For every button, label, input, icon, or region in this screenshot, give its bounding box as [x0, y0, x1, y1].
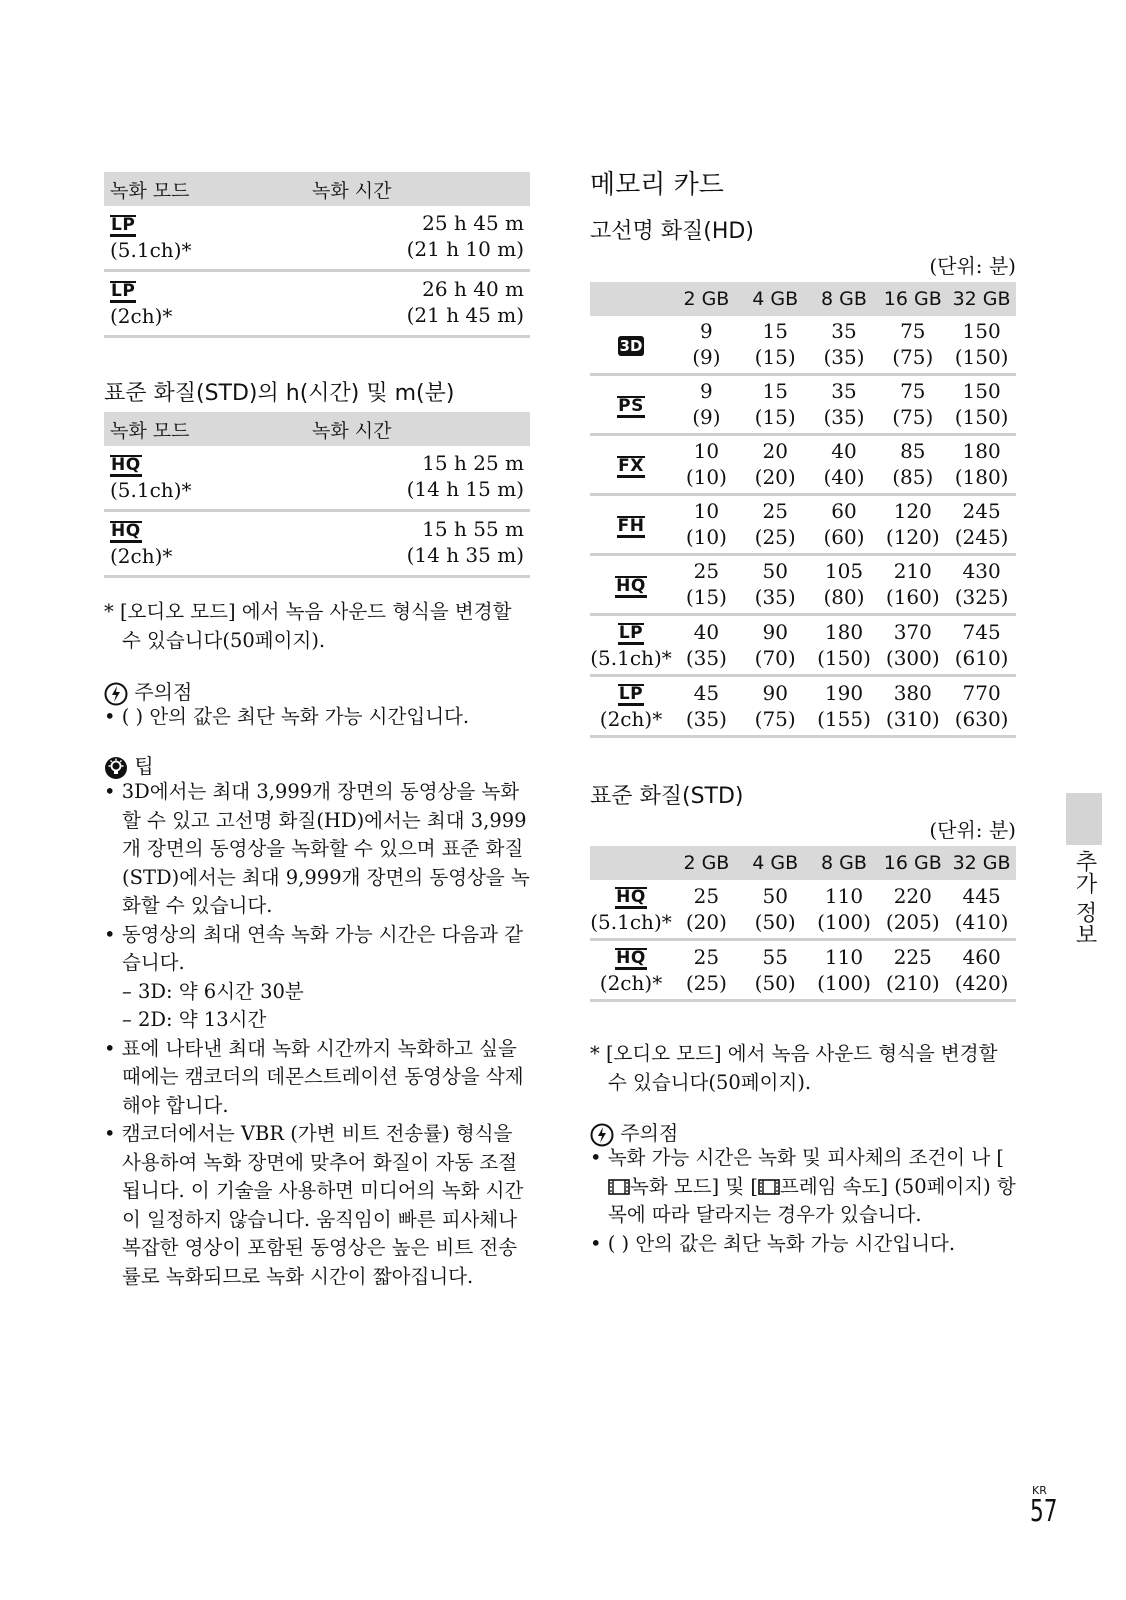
table-row — [590, 316, 1016, 375]
lp-mode-icon: LP — [618, 623, 644, 643]
min-recording-minutes: (10) — [685, 525, 727, 549]
caution-heading — [104, 676, 192, 706]
table-cell — [672, 940, 741, 1001]
hq-mode-icon: HQ — [616, 948, 646, 968]
audio-note: (5.1ch)* — [110, 238, 192, 262]
recording-minutes: 180 — [962, 439, 1001, 463]
table-cell — [741, 555, 810, 615]
audio-note: (5.1ch)* — [590, 910, 672, 934]
min-recording-minutes: (150) — [817, 645, 871, 670]
audio-note: (2ch)* — [599, 707, 663, 731]
table-cell — [810, 615, 879, 676]
table-cell — [672, 375, 741, 435]
table-header-capacity: 4 GB — [741, 282, 810, 316]
recording-minutes: 90 — [762, 680, 788, 705]
list-item: • ( ) 안의 값은 최단 녹화 가능 시간입니다. — [590, 1231, 956, 1255]
table-row — [104, 511, 530, 577]
min-recording-minutes: (35) — [823, 345, 865, 369]
min-recording-minutes: (15) — [754, 405, 796, 429]
unit-label: (단위: 분) — [929, 254, 1016, 278]
table-cell — [741, 316, 810, 375]
min-recording-minutes: (150) — [954, 345, 1009, 369]
side-tab-marker — [1066, 793, 1102, 845]
list-item: • 표에 나타낸 최대 녹화 시간까지 녹화하고 싶을 때에는 캠코더의 데몬스트레이션 동영상을 삭제해야 합니다. — [104, 1036, 524, 1117]
recording-minutes: 220 — [893, 883, 932, 908]
table-row — [590, 375, 1016, 435]
table-cell — [741, 375, 810, 435]
audio-note: (2ch)* — [599, 971, 663, 995]
table-cell — [672, 495, 741, 555]
table-header-blank — [590, 282, 672, 316]
ps-mode-icon: PS — [618, 395, 644, 416]
recording-minutes: 40 — [693, 619, 720, 644]
min-recording-minutes: (25) — [754, 525, 796, 549]
table-header-blank — [590, 846, 672, 880]
recording-minutes: 245 — [962, 499, 1001, 523]
list-subitem: – 3D: 약 6시간 30분 — [122, 979, 304, 1003]
min-recording-minutes: (120) — [885, 525, 940, 549]
table-cell — [672, 316, 741, 375]
table-row — [104, 446, 530, 511]
recording-minutes: 460 — [962, 944, 1001, 969]
recording-minutes: 25 — [693, 944, 720, 969]
table-row — [590, 615, 1016, 676]
min-recording-minutes: (300) — [885, 645, 940, 670]
min-recording-minutes: (75) — [754, 706, 796, 731]
table-cell — [878, 316, 947, 375]
min-recording-minutes: (160) — [885, 585, 940, 609]
recording-minutes: 210 — [893, 559, 932, 583]
table-header-time: 녹화 시간 — [306, 172, 530, 206]
recording-time: 15 h 55 m — [422, 517, 524, 541]
min-recording-time: (21 h 45 m) — [406, 303, 524, 327]
recording-minutes: 55 — [762, 944, 788, 969]
recording-minutes: 745 — [962, 619, 1001, 644]
table-row — [590, 880, 1016, 940]
min-recording-minutes: (10) — [685, 465, 727, 489]
std-section-heading: 표준 화질(STD)의 h(시간) 및 m(분) — [104, 381, 455, 406]
table-cell — [947, 435, 1016, 495]
std-heading: 표준 화질(STD) — [590, 784, 744, 809]
footnote-text: * [오디오 모드] 에서 녹음 사운드 형식을 변경할 수 있습니다(50페이지). — [104, 600, 512, 652]
table-cell — [810, 375, 879, 435]
recording-time: 25 h 45 m — [422, 211, 524, 235]
min-recording-minutes: (420) — [954, 970, 1009, 995]
recording-minutes: 180 — [824, 619, 864, 644]
table-header-capacity: 16 GB — [878, 846, 947, 880]
table-cell — [947, 316, 1016, 375]
table-header-capacity: 32 GB — [947, 846, 1016, 880]
table-cell — [672, 880, 741, 940]
min-recording-minutes: (9) — [692, 345, 721, 369]
table-row — [104, 206, 530, 271]
table-cell — [947, 615, 1016, 676]
table-cell — [672, 435, 741, 495]
recording-minutes: 15 — [762, 379, 788, 403]
table-header-capacity: 16 GB — [878, 282, 947, 316]
caution-list — [590, 1144, 1016, 1258]
min-recording-minutes: (35) — [823, 405, 865, 429]
table-cell — [878, 375, 947, 435]
table-row — [590, 555, 1016, 615]
list-item: • 녹화 가능 시간은 녹화 및 피사체의 조건이 나 [녹화 모드] 및 [ 프레임 속도] (50페이지) 항목에 따라 달라지는 경우가 있습니다. — [590, 1146, 1016, 1226]
audio-note: (5.1ch)* — [110, 478, 192, 502]
recording-minutes: 90 — [762, 619, 788, 644]
min-recording-minutes: (50) — [754, 970, 796, 995]
recording-minutes: 40 — [831, 439, 857, 463]
table-row — [590, 435, 1016, 495]
list-item: • 동영상의 최대 연속 녹화 가능 시간은 다음과 같습니다. — [104, 922, 523, 974]
table-cell — [878, 880, 947, 940]
table-cell — [947, 375, 1016, 435]
min-recording-minutes: (25) — [685, 970, 727, 995]
recording-time: 26 h 40 m — [422, 277, 524, 301]
table-cell — [947, 676, 1016, 737]
hd-memory-card-table — [590, 282, 1016, 738]
table-cell — [947, 940, 1016, 1001]
list-item: • 3D에서는 최대 3,999개 장면의 동영상을 녹화할 수 있고 고선명 화질(HD)에서는 최대 3,999개 장면의 동영상을 녹화할 수 있으며 표준 화질(STD)에서는 최대 9,999개 장면의 동영상을 녹화할 수 있습니다. — [104, 780, 530, 917]
min-recording-minutes: (85) — [892, 465, 934, 489]
min-recording-minutes: (15) — [754, 345, 796, 369]
min-recording-minutes: (610) — [954, 645, 1009, 670]
caution-label: 주의점 — [134, 680, 193, 704]
table-cell — [878, 555, 947, 615]
recording-minutes: 225 — [893, 944, 932, 969]
recording-minutes: 120 — [893, 499, 932, 523]
table-cell — [947, 555, 1016, 615]
table-cell — [810, 676, 879, 737]
table-cell — [947, 880, 1016, 940]
min-recording-minutes: (50) — [754, 909, 796, 934]
min-recording-minutes: (9) — [692, 405, 721, 429]
table-cell — [741, 880, 810, 940]
min-recording-minutes: (70) — [754, 645, 796, 670]
min-recording-minutes: (245) — [954, 525, 1009, 549]
table-cell — [878, 615, 947, 676]
min-recording-minutes: (310) — [885, 706, 940, 731]
caution-heading — [590, 1117, 678, 1147]
std-memory-card-table — [590, 846, 1016, 1002]
recording-minutes: 85 — [900, 439, 926, 463]
hq-mode-icon: HQ — [111, 455, 141, 475]
min-recording-minutes: (75) — [892, 405, 934, 429]
table-cell — [741, 435, 810, 495]
recording-minutes: 35 — [831, 319, 857, 343]
caution-icon — [104, 682, 128, 706]
recording-minutes: 110 — [824, 944, 864, 969]
recording-minutes: 190 — [824, 680, 864, 705]
min-recording-minutes: (150) — [954, 405, 1009, 429]
recording-minutes: 50 — [762, 883, 788, 908]
recording-minutes: 50 — [762, 559, 788, 583]
footnote — [590, 1040, 1010, 1097]
min-recording-minutes: (410) — [954, 909, 1009, 934]
table-cell — [672, 615, 741, 676]
table-cell — [672, 555, 741, 615]
recording-minutes: 75 — [900, 319, 926, 343]
list-item: • ( ) 안의 값은 최단 녹화 가능 시간입니다. — [104, 705, 470, 728]
table-cell — [878, 676, 947, 737]
min-recording-minutes: (60) — [823, 525, 865, 549]
min-recording-minutes: (180) — [954, 465, 1009, 489]
table-row — [590, 676, 1016, 737]
language-code: KR — [1032, 1484, 1047, 1497]
min-recording-minutes: (35) — [754, 585, 796, 609]
table-cell — [878, 495, 947, 555]
caution-label: 주의점 — [620, 1121, 679, 1145]
recording-minutes: 10 — [693, 499, 720, 523]
recording-minutes: 10 — [693, 439, 720, 463]
min-recording-minutes: (35) — [685, 645, 727, 670]
table-header-capacity: 4 GB — [741, 846, 810, 880]
table-cell — [810, 880, 879, 940]
std-recording-time-table — [104, 412, 530, 578]
unit-label: (단위: 분) — [929, 818, 1016, 842]
tip-lightbulb-icon — [104, 756, 128, 780]
film-movie-icon — [608, 1178, 630, 1196]
tip-list — [104, 778, 530, 1291]
table-cell — [741, 615, 810, 676]
table-cell — [672, 676, 741, 737]
list-item: • 캠코더에서는 VBR (가변 비트 전송률) 형식을 사용하여 녹화 장면에 맞추어 화질이 자동 조절됩니다. 이 기술을 사용하면 미디어의 녹화 시간이 일정하지 않습니다. 움직임이 빠른 피사체나 복잡한 영상이 포함된 동영상은 높은 비트 전송률로 녹화되므로 녹화 시간이 짧아집니다. — [104, 1122, 524, 1288]
min-recording-minutes: (100) — [817, 909, 871, 934]
side-tab-label: 추가 정보 — [1072, 850, 1097, 945]
table-header-time: 녹화 시간 — [306, 412, 530, 446]
min-recording-minutes: (75) — [892, 345, 934, 369]
recording-minutes: 9 — [700, 319, 713, 343]
film-movie-icon — [758, 1178, 780, 1196]
caution-icon — [590, 1123, 614, 1147]
recording-minutes: 370 — [893, 619, 932, 644]
table-row — [104, 271, 530, 337]
min-recording-minutes: (630) — [954, 706, 1009, 731]
recording-minutes: 110 — [824, 883, 864, 908]
min-recording-minutes: (15) — [685, 585, 727, 609]
table-cell — [810, 555, 879, 615]
table-cell — [741, 676, 810, 737]
table-cell — [947, 495, 1016, 555]
min-recording-minutes: (210) — [885, 970, 940, 995]
min-recording-minutes: (80) — [823, 585, 865, 609]
caution-list — [104, 703, 530, 732]
fh-mode-icon: FH — [617, 515, 645, 536]
audio-note: (5.1ch)* — [590, 646, 672, 670]
3d-mode-icon: 3D — [619, 337, 643, 355]
table-cell — [878, 940, 947, 1001]
table-header-mode: 녹화 모드 — [104, 412, 306, 446]
hq-mode-icon: HQ — [616, 887, 646, 907]
section-title: 메모리 카드 — [590, 170, 724, 200]
recording-minutes: 35 — [831, 379, 857, 403]
recording-minutes: 380 — [893, 680, 932, 705]
table-row — [590, 495, 1016, 555]
min-recording-minutes: (155) — [817, 706, 871, 731]
recording-minutes: 25 — [693, 883, 720, 908]
table-header-capacity: 2 GB — [672, 282, 741, 316]
table-header-capacity: 32 GB — [947, 282, 1016, 316]
lp-mode-icon: LP — [618, 684, 644, 704]
recording-minutes: 445 — [962, 883, 1001, 908]
lp-mode-icon: LP — [111, 281, 136, 301]
table-cell — [810, 435, 879, 495]
recording-minutes: 75 — [900, 379, 926, 403]
page-number: 57 — [1030, 1494, 1058, 1529]
hq-mode-icon: HQ — [111, 521, 141, 541]
table-cell — [810, 940, 879, 1001]
table-cell — [878, 435, 947, 495]
min-recording-minutes: (205) — [885, 909, 940, 934]
table-header-capacity: 8 GB — [810, 282, 879, 316]
table-row — [590, 940, 1016, 1001]
recording-minutes: 20 — [762, 439, 788, 463]
min-recording-minutes: (20) — [754, 465, 796, 489]
lp-mode-icon: LP — [111, 215, 136, 235]
table-header-capacity: 2 GB — [672, 846, 741, 880]
min-recording-minutes: (40) — [823, 465, 865, 489]
table-cell — [741, 495, 810, 555]
recording-minutes: 25 — [762, 499, 788, 523]
min-recording-minutes: (100) — [817, 970, 871, 995]
tip-heading — [104, 750, 154, 780]
hq-mode-icon: HQ — [616, 575, 646, 596]
recording-minutes: 9 — [700, 379, 713, 403]
recording-minutes: 25 — [693, 559, 720, 583]
table-cell — [810, 316, 879, 375]
min-recording-minutes: (35) — [685, 706, 727, 731]
footnote-text: * [오디오 모드] 에서 녹음 사운드 형식을 변경할 수 있습니다(50페이지). — [590, 1042, 998, 1094]
table-header-mode: 녹화 모드 — [104, 172, 306, 206]
recording-minutes: 105 — [824, 559, 864, 583]
hd-heading: 고선명 화질(HD) — [590, 219, 754, 244]
min-recording-time: (21 h 10 m) — [406, 237, 524, 261]
audio-note: (2ch)* — [110, 304, 173, 328]
recording-minutes: 60 — [831, 499, 857, 523]
recording-minutes: 430 — [962, 559, 1001, 583]
table-header-capacity: 8 GB — [810, 846, 879, 880]
recording-minutes: 150 — [962, 319, 1001, 343]
tip-label: 팁 — [134, 754, 154, 778]
min-recording-time: (14 h 15 m) — [406, 477, 524, 501]
audio-note: (2ch)* — [110, 544, 173, 568]
recording-time: 15 h 25 m — [422, 451, 524, 475]
recording-minutes: 15 — [762, 319, 788, 343]
recording-minutes: 770 — [962, 680, 1001, 705]
recording-minutes: 150 — [962, 379, 1001, 403]
min-recording-time: (14 h 35 m) — [406, 543, 524, 567]
footnote — [104, 598, 524, 655]
min-recording-minutes: (325) — [954, 585, 1009, 609]
min-recording-minutes: (20) — [685, 909, 727, 934]
fx-mode-icon: FX — [618, 455, 644, 476]
recording-minutes: 45 — [693, 680, 720, 705]
table-cell — [810, 495, 879, 555]
list-subitem: – 2D: 약 13시간 — [122, 1008, 267, 1031]
table-cell — [741, 940, 810, 1001]
hd-recording-time-table — [104, 172, 530, 338]
